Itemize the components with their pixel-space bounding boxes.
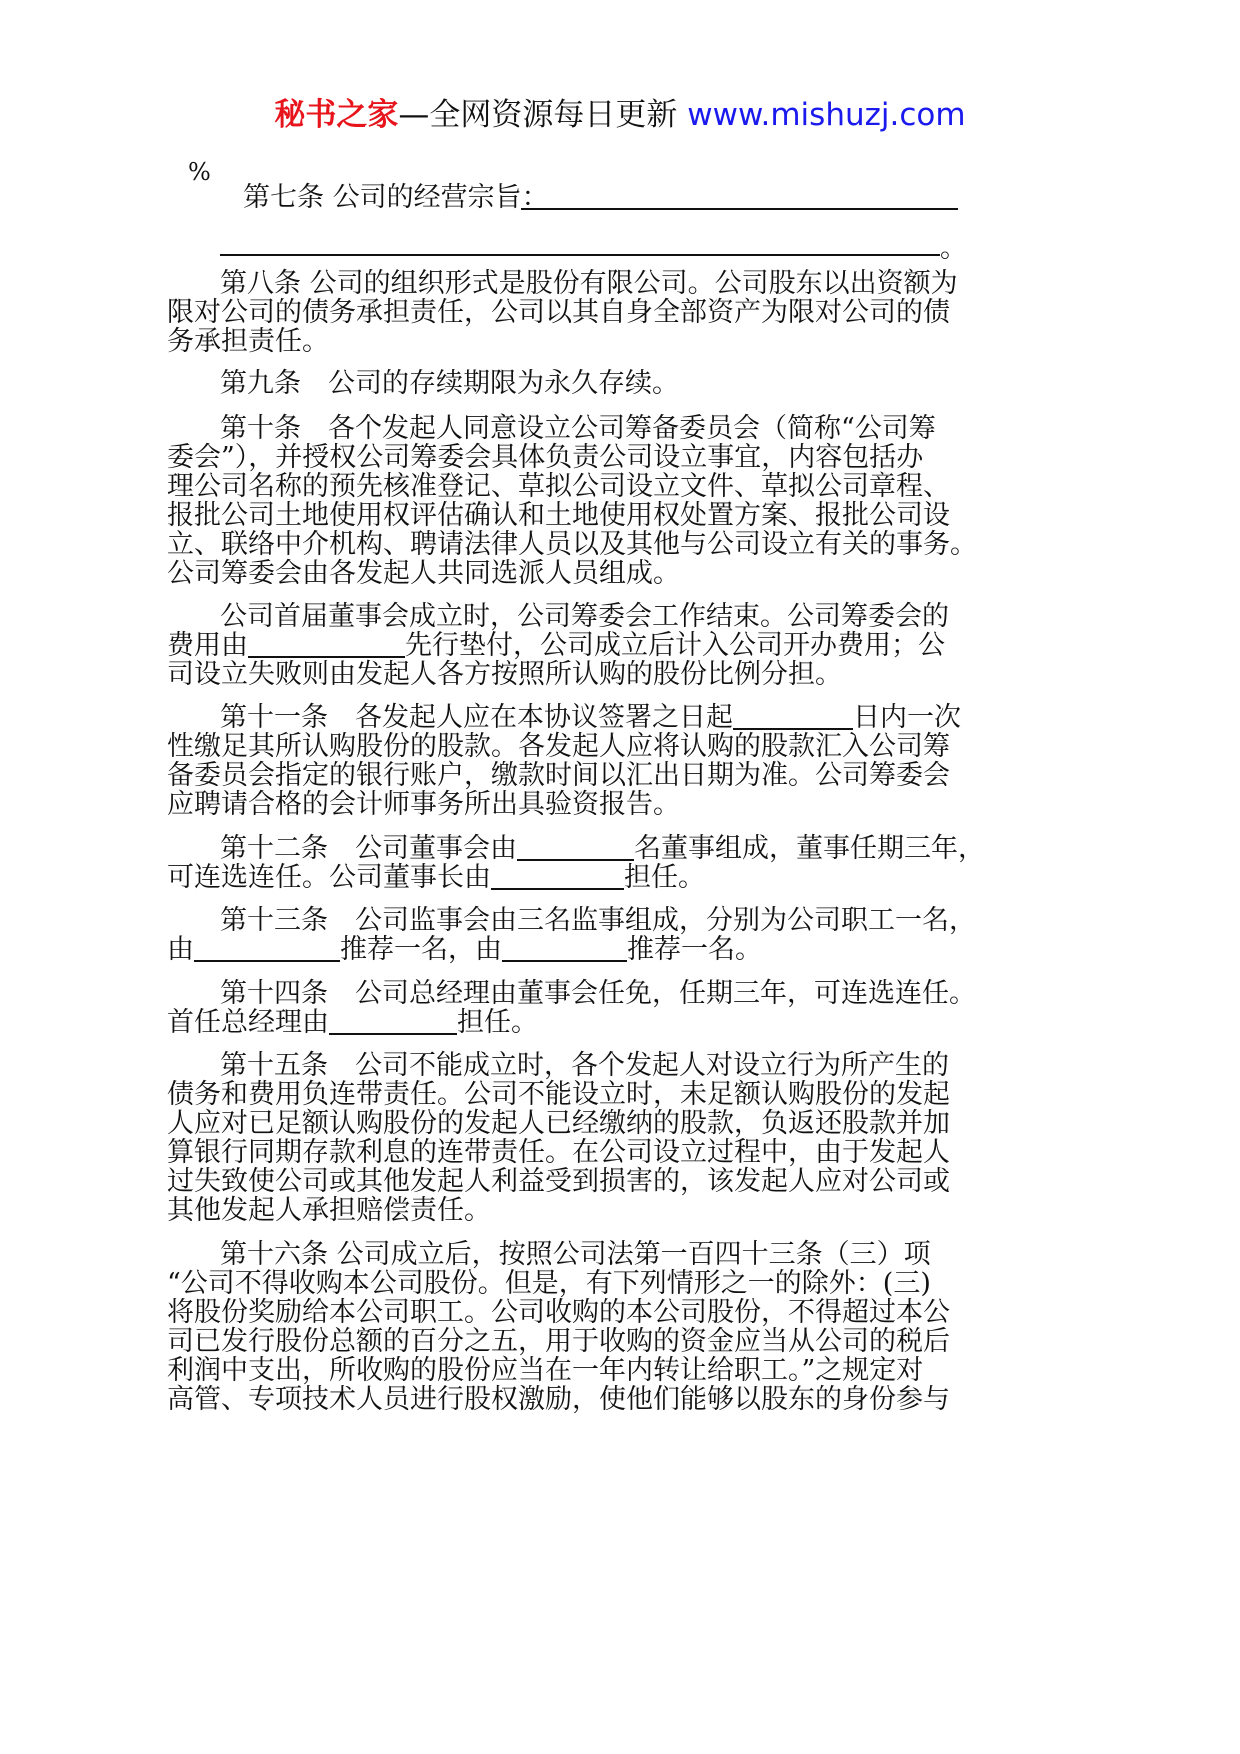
article-15-line-2: 债务和费用负连带责任。公司不能设立时，未足额认购股份的发起 (167, 1079, 950, 1110)
article-10-line-2: 委会”），并授权公司筹委会具体负责公司设立事宜，内容包括办 (167, 442, 924, 473)
article-13-line-1: 第十三条 公司监事会由三名监事组成，分别为公司职工一名， (220, 905, 976, 936)
site-tagline: —全网资源每日更新 (398, 97, 678, 133)
article-7-end: 。 (940, 233, 967, 264)
article-12-text-b: 名董事组成，董事任期三年， (634, 833, 985, 864)
article-15-line-4: 算银行同期存款利息的连带责任。在公司设立过程中，由于发起人 (167, 1137, 950, 1168)
article-15-line-5: 过失致使公司或其他发起人利益受到损害的，该发起人应对公司或 (167, 1166, 950, 1197)
article-13-text-a: 由 (167, 934, 194, 965)
article-15-line-3: 人应对已足额认购股份的发起人已经缴纳的股款，负返还股款并加 (167, 1108, 950, 1139)
article-14-text-a: 首任总经理由 (167, 1007, 329, 1038)
site-header (0, 92, 1240, 138)
article-16-line-1: 第十六条 公司成立后，按照公司法第一百四十三条（三）项 (220, 1239, 931, 1270)
article-10b-line-3: 司设立失败则由发起人各方按照所认购的股份比例分担。 (167, 659, 842, 690)
article-11-line-4: 应聘请合格的会计师事务所出具验资报告。 (167, 789, 680, 820)
article-16-line-3: 将股份奖励给本公司职工。公司收购的本公司股份，不得超过本公 (167, 1297, 950, 1328)
article-16-line-4: 司已发行股份总额的百分之五，用于收购的资金应当从公司的税后 (167, 1326, 950, 1357)
article-8-line-2: 限对公司的债务承担责任，公司以其自身全部资产为限对公司的债 (167, 297, 950, 328)
article-8-line-3: 务承担责任。 (167, 326, 329, 357)
article-10b-text-a: 费用由 (167, 630, 248, 661)
article-10b-line-1: 公司首届董事会成立时，公司筹委会工作结束。公司筹委会的 (220, 601, 949, 632)
payment-days-blank[interactable] (733, 702, 853, 730)
article-13-text-c: 推荐一名。 (627, 934, 762, 965)
site-url-link[interactable]: www.mishuzj.com (687, 97, 966, 133)
article-15-line-1: 第十五条 公司不能成立时，各个发起人对设立行为所产生的 (220, 1050, 949, 1081)
general-manager-blank[interactable] (329, 1007, 457, 1035)
article-14-text-b: 担任。 (457, 1007, 538, 1038)
supervisor-recommender-blank-2[interactable] (502, 934, 627, 962)
article-13-text-b: 推荐一名，由 (340, 934, 502, 965)
article-11-text-a: 第十一条 各发起人应在本协议签署之日起 (220, 702, 733, 733)
article-7-blank-1 (521, 208, 958, 210)
article-7-blank-2 (220, 254, 940, 256)
article-16-line-5: 利润中支出，所收购的股份应当在一年内转让给职工。”之规定对 (167, 1355, 924, 1386)
article-11-text-b: 日内一次 (853, 702, 961, 733)
site-brand: 秘书之家 (274, 97, 399, 133)
article-10-line-1: 第十条 各个发起人同意设立公司筹备委员会（简称“公司筹 (220, 413, 936, 444)
supervisor-recommender-blank-1[interactable] (194, 934, 340, 962)
fee-payer-blank[interactable] (248, 630, 405, 658)
article-13-line-2 (167, 933, 1033, 967)
article-16-line-6: 高管、专项技术人员进行股权激励，使他们能够以股东的身份参与 (167, 1384, 950, 1415)
article-16-line-2: “公司不得收购本公司股份。但是，有下列情形之一的除外：(三) (167, 1268, 931, 1299)
article-8-line-1: 第八条 公司的组织形式是股份有限公司。公司股东以出资额为 (220, 268, 958, 299)
stray-percent-mark: % (188, 158, 211, 186)
article-10-line-6: 公司筹委会由各发起人共同选派人员组成。 (167, 558, 680, 589)
article-10b-text-b: 先行垫付，公司成立后计入公司开办费用；公 (405, 630, 945, 661)
article-12-text-d: 担任。 (624, 862, 705, 893)
article-15-line-6: 其他发起人承担赔偿责任。 (167, 1195, 491, 1226)
article-14-line-2 (167, 1006, 1033, 1040)
article-11-line-3: 备委员会指定的银行账户，缴款时间以汇出日期为准。公司筹委会 (167, 760, 950, 791)
chairman-blank[interactable] (491, 862, 624, 890)
article-12-text-a: 第十二条 公司董事会由 (220, 833, 517, 864)
article-10-line-3: 理公司名称的预先核准登记、草拟公司设立文件、草拟公司章程、 (167, 471, 950, 502)
article-10-line-5: 立、联络中介机构、聘请法律人员以及其他与公司设立有关的事务。 (167, 529, 977, 560)
article-10-line-4: 报批公司土地使用权评估确认和土地使用权处置方案、报批公司设 (167, 500, 950, 531)
article-12-text-c: 可连选连任。公司董事长由 (167, 862, 491, 893)
article-7-title: 第七条 公司的经营宗旨： (243, 182, 549, 213)
article-9-line-1: 第九条 公司的存续期限为永久存续。 (220, 368, 679, 399)
article-11-line-2: 性缴足其所认购股份的股款。各发起人应将认购的股款汇入公司筹 (167, 731, 950, 762)
article-14-line-1: 第十四条 公司总经理由董事会任免，任期三年，可连选连任。 (220, 978, 976, 1009)
director-count-blank[interactable] (517, 833, 634, 861)
article-12-line-2 (167, 861, 1033, 895)
